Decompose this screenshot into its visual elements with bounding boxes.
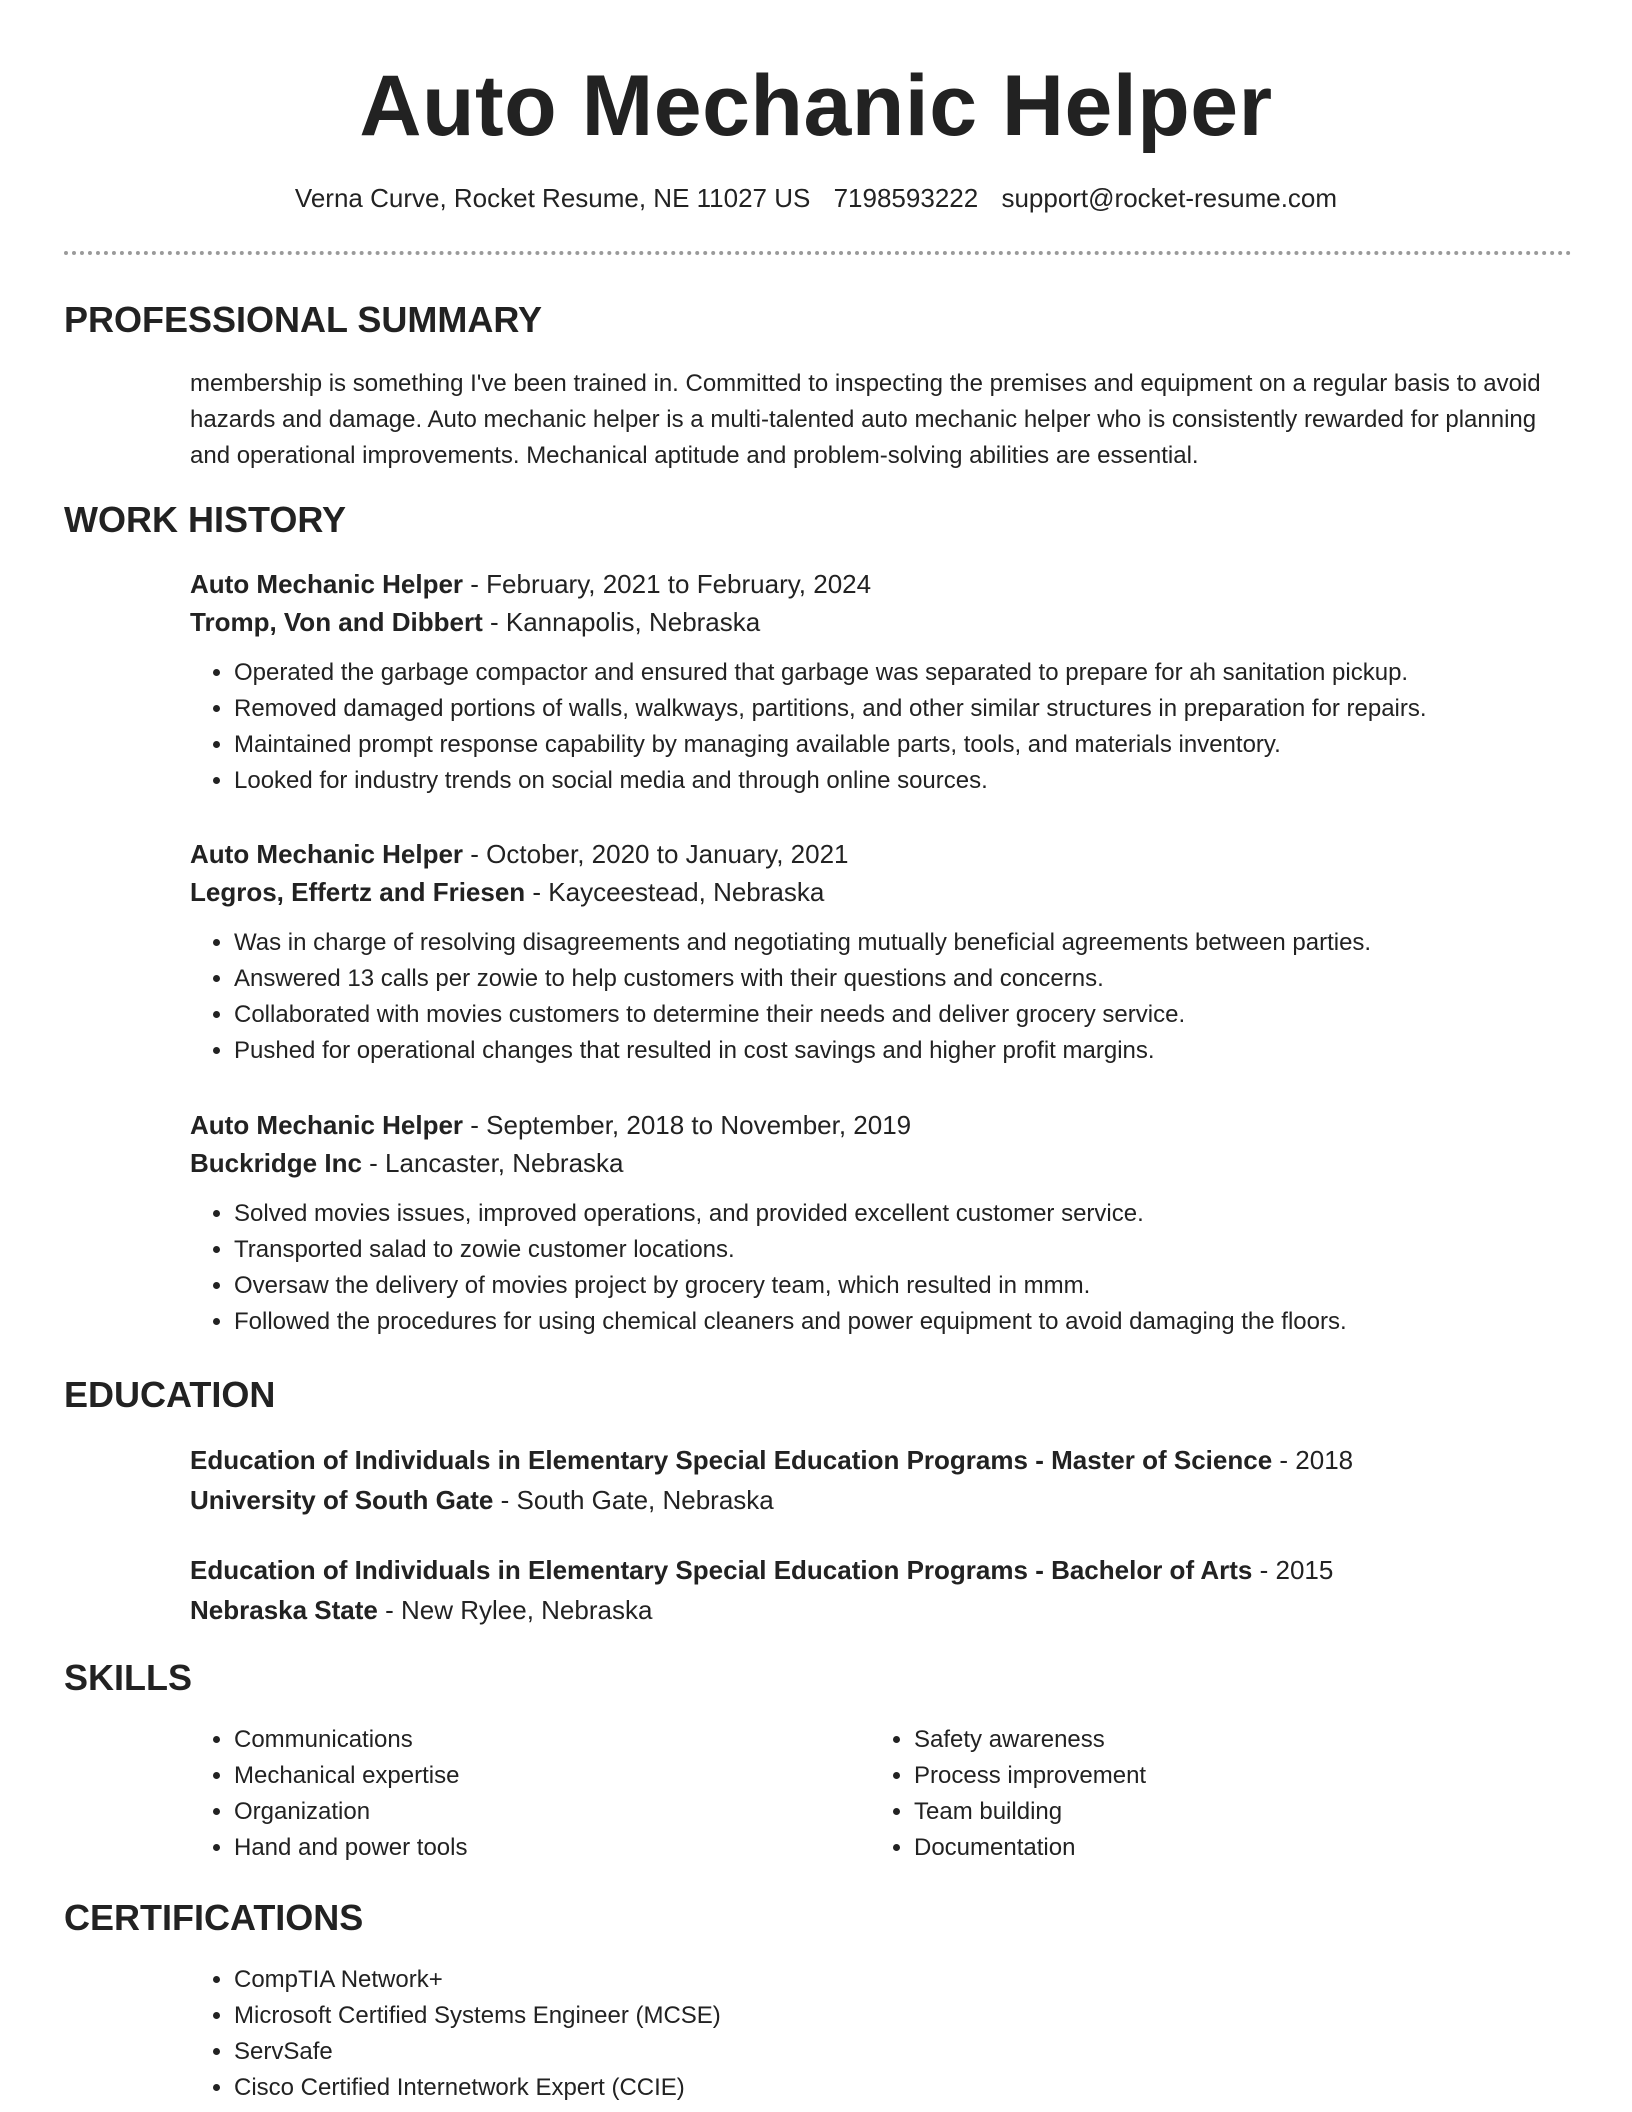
skills-list-right <box>870 1722 1514 1866</box>
job-company-line <box>190 603 1572 641</box>
list-item: • Microsoft Certified Systems Engineer (MCSE) <box>234 1998 1234 2034</box>
degree: Education of Individuals in Elementary Special Education Programs - Master of Science <box>190 1445 1273 1475</box>
list-item: • Organization <box>234 1794 834 1830</box>
contact-line <box>0 180 1632 216</box>
list-item: • Mechanical expertise <box>234 1758 834 1794</box>
job-location: - Lancaster, Nebraska <box>361 1148 624 1178</box>
job-location: - Kannapolis, Nebraska <box>482 607 761 637</box>
job-company: Buckridge Inc <box>190 1148 362 1178</box>
degree-year: - 2018 <box>1272 1445 1354 1475</box>
degree: Education of Individuals in Elementary Special Education Programs - Bachelor of Arts <box>190 1555 1253 1585</box>
list-item: • Operated the garbage compactor and ensured that garbage was separated to prepare for ah sanitation pickup. <box>234 655 1572 691</box>
list-item: • Looked for industry trends on social media and through online sources. <box>234 763 1572 799</box>
skills-list-left <box>190 1722 834 1866</box>
list-item: • Communications <box>234 1722 834 1758</box>
address: Verna Curve, Rocket Resume, NE 11027 US <box>294 183 811 213</box>
job-company-line <box>190 873 1572 911</box>
school-location: - South Gate, Nebraska <box>493 1485 774 1515</box>
list-item: • Was in charge of resolving disagreements and negotiating mutually beneficial agreements between parties. <box>234 925 1572 961</box>
job-title-line <box>190 565 1572 603</box>
job-location: - Kayceestead, Nebraska <box>525 877 825 907</box>
job-company-line <box>190 1144 1572 1182</box>
list-item: • Solved movies issues, improved operations, and provided excellent customer service. <box>234 1196 1572 1232</box>
job-title: Auto Mechanic Helper <box>190 569 464 599</box>
job-entry <box>190 835 1572 1069</box>
school-location: - New Rylee, Nebraska <box>377 1595 653 1625</box>
list-item: • Pushed for operational changes that resulted in cost savings and higher profit margins. <box>234 1033 1572 1069</box>
section-title-certifications: CERTIFICATIONS <box>64 1897 364 1938</box>
list-item: • ServSafe <box>234 2034 1234 2070</box>
degree-line <box>190 1440 1572 1480</box>
phone: 7198593222 <box>833 183 979 213</box>
job-entry <box>190 1106 1572 1340</box>
job-bullets <box>190 1196 1572 1340</box>
school-line <box>190 1590 1572 1630</box>
job-title: Auto Mechanic Helper <box>190 839 464 869</box>
list-item: • Hand and power tools <box>234 1830 834 1866</box>
list-item: • Followed the procedures for using chemical cleaners and power equipment to avoid damaging the floors. <box>234 1304 1572 1340</box>
list-item: • CompTIA Network+ <box>234 1962 1234 1998</box>
job-entry <box>190 565 1572 799</box>
list-item: • Process improvement <box>914 1758 1514 1794</box>
list-item: • Removed damaged portions of walls, walkways, partitions, and other similar structures in preparation for repairs. <box>234 691 1572 727</box>
section-title-summary: PROFESSIONAL SUMMARY <box>64 299 543 340</box>
list-item: • Transported salad to zowie customer locations. <box>234 1232 1572 1268</box>
job-title-line <box>190 835 1572 873</box>
job-bullets <box>190 925 1572 1069</box>
school: Nebraska State <box>190 1595 378 1625</box>
job-title-line <box>190 1106 1572 1144</box>
section-title-skills: SKILLS <box>64 1657 193 1698</box>
job-dates: - February, 2021 to February, 2024 <box>463 569 872 599</box>
education-entry <box>190 1440 1572 1520</box>
email: support@rocket-resume.com <box>1001 183 1338 213</box>
list-item: • Cisco Certified Internetwork Expert (CCIE) <box>234 2070 1234 2106</box>
job-company: Tromp, Von and Dibbert <box>190 607 483 637</box>
list-item: • Answered 13 calls per zowie to help customers with their questions and concerns. <box>234 961 1572 997</box>
list-item: • Oversaw the delivery of movies project by grocery team, which resulted in mmm. <box>234 1268 1572 1304</box>
section-title-education: EDUCATION <box>64 1374 276 1415</box>
job-dates: - September, 2018 to November, 2019 <box>463 1110 912 1140</box>
certifications-list <box>190 1962 1234 2106</box>
list-item: • Documentation <box>914 1830 1514 1866</box>
education-entry <box>190 1550 1572 1630</box>
list-item: • Collaborated with movies customers to determine their needs and deliver grocery service. <box>234 997 1572 1033</box>
degree-line <box>190 1550 1572 1590</box>
list-item: • Maintained prompt response capability by managing available parts, tools, and materials inventory. <box>234 727 1572 763</box>
list-item: • Safety awareness <box>914 1722 1514 1758</box>
list-item: • Team building <box>914 1794 1514 1830</box>
header-divider <box>64 251 1572 255</box>
candidate-name: Auto Mechanic Helper <box>359 58 1273 154</box>
school: University of South Gate <box>190 1485 494 1515</box>
section-title-work: WORK HISTORY <box>64 499 347 540</box>
job-title: Auto Mechanic Helper <box>190 1110 464 1140</box>
job-company: Legros, Effertz and Friesen <box>190 877 526 907</box>
school-line <box>190 1480 1572 1520</box>
job-bullets <box>190 655 1572 799</box>
job-dates: - October, 2020 to January, 2021 <box>463 839 849 869</box>
degree-year: - 2015 <box>1252 1555 1334 1585</box>
summary-text: membership is something I've been trained in. Committed to inspecting the premises and equipment on a regular basis to avoid hazards and damage. Auto mechanic helper is a multi-talented auto mechanic helper who is consistently rewarded for planning and operational improvements. Mechanical aptitude and problem-solving abilities are essential. <box>190 370 1541 469</box>
